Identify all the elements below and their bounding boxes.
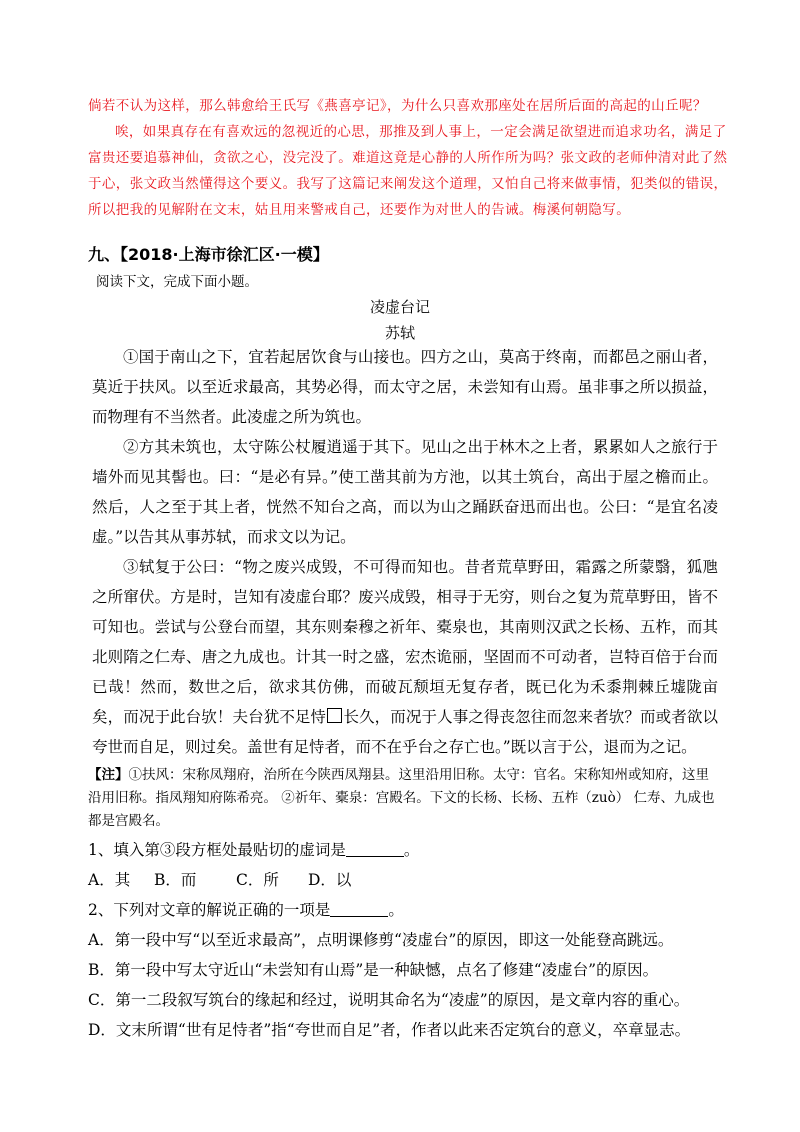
translation-paragraph: 唉，如果真存在有喜欢远的忽视近的心思，那推及到人事上，一定会满足欲望进而追求功名，满足了富贵还要追慕神仙，贪欲之心，没完没了。难道这竟是心静的人所作所为吗？张文政的老师仲清对此了然于心，张文政当然懂得这个要义。我写了这篇记来阐发这个道理，又怕自己将来做事情，犯类似的错误，所以把我的见解附在文末，姑且用来警戒自己，还要作为对世人的告诫。梅溪何朝隐写。 (88, 124, 728, 218)
option-a: A．其 (88, 871, 131, 889)
paragraph-3-part-1: ③轼复于公曰：“物之废兴成毁，不可得而知也。昔者荒草野田，霜露之所蒙翳，狐虺之所窜伏。方是时，岂知有凌虚台耶？废兴成毁，相寻于无穷，则台之复为荒草野田，皆不可知也。尝试与公登台而望，其东则秦穆之祈年、橐泉也，其南则汉武之长杨、五柞，而其北则隋之仁寿、唐之九成也。计其一时之盛，宏杰诡丽，坚固而不可动者，岂特百倍于台而已哉！然而，数世之后，欲求其仿佛，而破瓦颓垣无复存者，既已化为禾黍荆棘丘墟陇亩矣，而况于此台欤！夫台犹不足恃 (92, 558, 718, 726)
translation-line: 倘若不认为这样，那么韩愈给王氏写《燕喜亭记》，为什么只喜欢那座处在居所后面的高起的山丘呢？ (88, 98, 707, 114)
blank-box (327, 708, 342, 723)
paragraph-3-part-2: 长久，而况于人事之得丧忽往而忽来者欤？而或者欲以夸世而自足，则过矣。盖世有足恃者，而不在乎台之存亡也。”既以言于公，退而为之记。 (92, 708, 718, 756)
article-author: 苏轼 (384, 324, 415, 342)
question-2-option-c: C．第一二段叙写筑台的缘起和经过，说明其命名为“凌虚”的原因，是文章内容的重心。 (88, 991, 690, 1009)
answer-blank (330, 900, 388, 917)
option-b: B．而 (154, 871, 197, 889)
paragraph-1: ①国于南山之下，宜若起居饮食与山接也。四方之山，莫高于终南，而都邑之丽山者，莫近于扶风。以至近求最高，其势必得，而太守之居，未尝知有山焉。虽非事之所以损益，而物理有不当然者。此凌虚之所为筑也。 (92, 348, 718, 426)
annotation-note (88, 764, 718, 833)
section-source: 【2018·上海市徐汇区·一模】 (120, 245, 329, 264)
question-1: 1、填入第③段方框处最贴切的虚词是 。 (88, 841, 420, 859)
translation-excerpt (88, 93, 728, 223)
option-d: D．以 (308, 871, 352, 889)
answer-blank (346, 840, 404, 857)
questions (88, 835, 728, 1045)
question-2: 2、下列对文章的解说正确的一项是 。 (88, 901, 404, 919)
question-2-option-d: D．文末所谓“世有足恃者”指“夸世而自足”者，作者以此来否定筑台的意义，卒章显志。 (88, 1021, 691, 1039)
section-heading (88, 242, 329, 265)
article-body (92, 342, 718, 762)
section-number: 九、 (88, 245, 121, 264)
paragraph-3 (92, 552, 718, 762)
question-2-option-a: A．第一段中写“以至近求最高”，点明课修剪“凌虚台”的原因，即这一处能登高跳远。 (88, 931, 674, 949)
question-1-options (88, 865, 728, 895)
note-label: 【注】 (88, 767, 129, 783)
question-2-option-b: B．第一段中写太守近山“未尝知有山焉”是一种缺憾，点名了修建“凌虚台”的原因。 (88, 961, 659, 979)
option-c: C．所 (236, 871, 279, 889)
paragraph-2: ②方其未筑也，太守陈公杖履逍遥于其下。见山之出于林木之上者，累累如人之旅行于墙外而见其髻也。曰：“是必有异。”使工凿其前为方池，以其土筑台，高出于屋之檐而止。然后，人之至于其上者，恍然不知台之高，而以为山之踊跃奋迅而出也。公曰：“是宜名凌虚。”以告其从事苏轼，而求文以为记。 (92, 438, 718, 546)
instruction: 阅读下文，完成下面小题。 (96, 274, 258, 290)
article-title: 凌虚台记 (369, 298, 430, 316)
note-text: ①扶风：宋称凤翔府，治所在今陕西凤翔县。这里沿用旧称。太守：官名。宋称知州或知府，这里沿用旧称。指凤翔知府陈希亮。 ②祈年、橐泉：宫殿名。下文的长杨、长杨、五柞（zuò） 仁寿、九成也都是宫殿名。 (88, 767, 715, 829)
